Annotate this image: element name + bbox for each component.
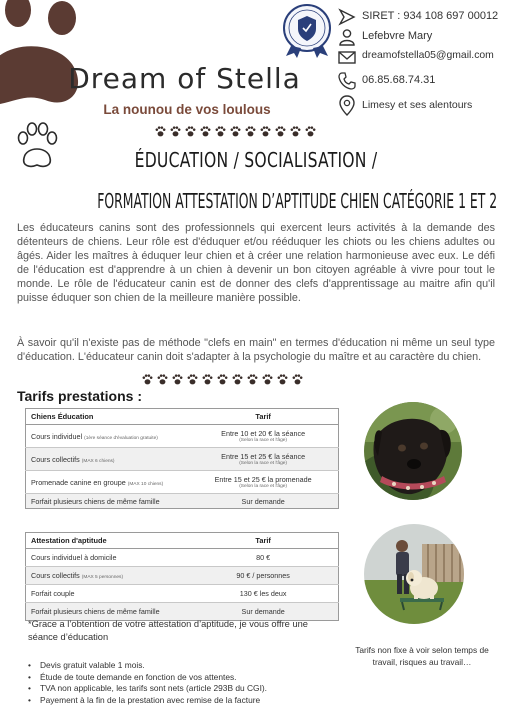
aptitude-price-table xyxy=(25,532,339,621)
table-header-cell: Attestation d'aptitude xyxy=(26,533,189,549)
tarifs-heading: Tarifs prestations : xyxy=(17,388,142,404)
paw-icon xyxy=(260,126,271,137)
service-note: (1ère séance d'évaluation gratuite) xyxy=(84,435,158,441)
siret-text: SIRET : 934 108 697 00012 xyxy=(362,10,499,22)
table-cell xyxy=(188,549,338,567)
paw-icon xyxy=(202,374,213,385)
title-line-1: ÉDUCATION / SOCIALISATION / xyxy=(134,148,378,172)
tagline: La nounou de vos loulous xyxy=(103,102,271,117)
table-cell xyxy=(188,471,338,494)
table-row xyxy=(26,585,339,603)
paw-icon xyxy=(230,126,241,137)
price-text: 130 € les deux xyxy=(239,589,287,598)
paw-icon xyxy=(245,126,256,137)
intro-paragraph-1: Les éducateurs canins sont des professionnels qui exercent leurs activités à la demande des détenteurs de chiens. Leur rôle est d'éduquer et/ou rééduquer les chiots ou les chiens adultes ou âgés. Aider les maîtres à éduquer leur chien et à créer une relation harmonieuse avec eux. Le défi de l'éducation est d'apprendre à un chien à devenir un bon citoyen agréable à vivre pour tout le monde. Le rôle de l'éducateur canin est de donner des clefs d'apprentissage au maitre afin qu'il puisse éduquer son chien de la meilleure manière possible. xyxy=(17,222,495,304)
service-label: Cours individuel xyxy=(31,431,83,441)
phone-icon xyxy=(338,72,356,90)
list-item: • Devis gratuit valable 1 mois. xyxy=(28,660,348,672)
table-cell xyxy=(26,494,189,509)
table-row xyxy=(26,425,339,448)
list-item: • TVA non applicable, les tarifs sont nets (article 293B du CGI). xyxy=(28,683,348,695)
price-text: Entre 15 et 25 € la promenade xyxy=(214,475,312,484)
table-header-cell: Tarif xyxy=(188,533,338,549)
paw-icon xyxy=(277,374,288,385)
paw-icon xyxy=(185,126,196,137)
phone-text[interactable]: 06.85.68.74.31 xyxy=(362,74,436,86)
paw-icon xyxy=(290,126,301,137)
table-cell xyxy=(26,585,189,603)
paw-icon xyxy=(157,374,168,385)
service-note: (MAX 10 chiens) xyxy=(127,481,164,487)
table-cell xyxy=(188,448,338,471)
service-note: (MAX 6 chiens) xyxy=(81,458,115,464)
dog-photo xyxy=(364,402,462,500)
table-header-row xyxy=(26,409,339,425)
paw-divider xyxy=(142,374,303,385)
service-label: Forfait plusieurs chiens de même famille xyxy=(31,496,160,506)
certification-badge-icon xyxy=(282,2,332,58)
paw-icon xyxy=(262,374,273,385)
email-icon xyxy=(338,48,356,66)
title-line-2: FORMATION ATTESTATION D’APTITUDE CHIEN CATÉGORIE 1 ET 2 xyxy=(97,189,498,213)
table-header-cell: Tarif xyxy=(188,409,338,425)
table-row xyxy=(26,567,339,585)
training-photo xyxy=(364,524,464,624)
location-text: Limesy et ses alentours xyxy=(362,99,473,111)
price-text: 90 € / personnes xyxy=(236,571,290,580)
table-cell xyxy=(188,567,338,585)
service-label: Forfait plusieurs chiens de même famille xyxy=(31,607,160,616)
location-pin-icon xyxy=(338,95,356,117)
service-label: Cours individuel à domicile xyxy=(31,553,117,562)
price-text: Sur demande xyxy=(241,607,285,616)
dog-photo-image xyxy=(364,402,462,500)
price-subnote: (Selon la race et l'âge) xyxy=(239,461,288,466)
paw-icon xyxy=(187,374,198,385)
paw-icon xyxy=(155,126,166,137)
brand-name: Dream of Stella xyxy=(68,62,301,95)
table-cell xyxy=(188,425,338,448)
table-row xyxy=(26,471,339,494)
paw-icon xyxy=(217,374,228,385)
intro-paragraph-2: À savoir qu'il n'existe pas de méthode "clefs en main" en termes d'éducation ni même un seul type d'éducation. L'éducateur canin doit s'adapter à la psychologie du maître et au caractère du chien. xyxy=(17,337,495,363)
person-icon xyxy=(338,28,356,46)
paw-icon xyxy=(292,374,303,385)
service-note: (MAX 5 personnes) xyxy=(81,575,124,580)
table-row xyxy=(26,494,339,509)
price-text: Entre 10 et 20 € la séance xyxy=(221,429,306,438)
price-text: 80 € xyxy=(256,553,271,562)
training-photo-image xyxy=(364,524,464,624)
paw-divider xyxy=(155,126,316,137)
table-header-row xyxy=(26,533,339,549)
paw-icon xyxy=(232,374,243,385)
paw-icon xyxy=(247,374,258,385)
pricing-side-note: Tarifs non fixe à voir selon temps de travail, risques au travail… xyxy=(355,645,489,667)
paw-icon xyxy=(215,126,226,137)
table-cell xyxy=(188,585,338,603)
paw-icon xyxy=(305,126,316,137)
table-cell xyxy=(26,567,189,585)
service-label: Promenade canine en groupe xyxy=(31,477,126,487)
paw-icon xyxy=(170,126,181,137)
table-row xyxy=(26,549,339,567)
service-label: Cours collectifs xyxy=(31,571,80,580)
paw-icon xyxy=(275,126,286,137)
list-item: • Étude de toute demande en fonction de vos attentes. xyxy=(28,672,348,684)
aptitude-note: *Grace a l’obtention de votre attestation d’aptitude, je vous offre une séance d’éducation xyxy=(28,619,308,642)
paw-icon xyxy=(142,374,153,385)
price-text: Sur demande xyxy=(241,496,285,506)
table-cell xyxy=(26,425,189,448)
table-header-cell: Chiens Éducation xyxy=(26,409,189,425)
paw-icon xyxy=(172,374,183,385)
price-subnote: (Selon la race et l'âge) xyxy=(239,438,288,443)
service-label: Forfait couple xyxy=(31,589,75,598)
price-text: Entre 15 et 25 € la séance xyxy=(221,452,306,461)
education-price-table xyxy=(25,408,339,509)
table-cell xyxy=(188,494,338,509)
price-subnote: (Selon la race et l'âge) xyxy=(239,484,288,489)
paw-icon xyxy=(200,126,211,137)
arrow-right-icon xyxy=(338,8,356,26)
table-cell xyxy=(26,471,189,494)
list-item: • Payement à la fin de la prestation avec remise de la facture xyxy=(28,695,348,707)
table-cell xyxy=(26,549,189,567)
conditions-list xyxy=(28,660,348,706)
service-label: Cours collectifs xyxy=(31,454,80,464)
email-text[interactable]: dreamofstella05@gmail.com xyxy=(362,50,494,61)
name-text: Lefebvre Mary xyxy=(362,30,433,42)
table-row xyxy=(26,448,339,471)
table-cell xyxy=(26,448,189,471)
paw-outline-icon xyxy=(14,122,60,170)
